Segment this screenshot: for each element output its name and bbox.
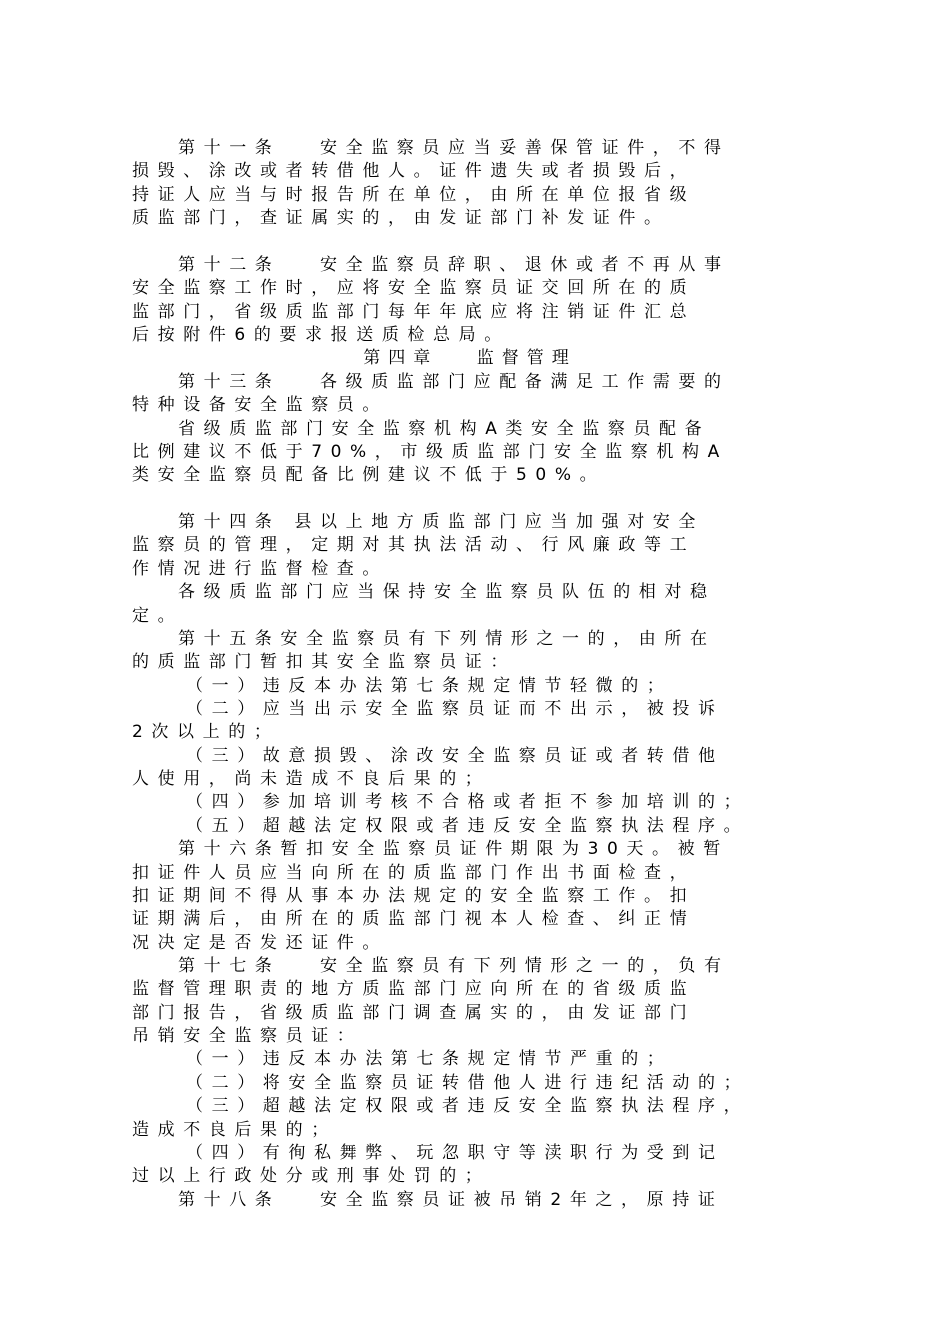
text-line: （三）超越法定权限或者违反安全监察执法程序，	[186, 1096, 750, 1116]
text-line: 监督管理职责的地方质监部门应向所在的省级质监	[132, 979, 696, 999]
chapter-heading: 第四章 监督管理	[363, 348, 577, 368]
text-line: 后按附件6的要求报送质检总局。	[132, 325, 510, 345]
text-line: （四）有徇私舞弊、玩忽职守等渎职行为受到记	[186, 1143, 724, 1163]
text-line: 定。	[132, 606, 184, 626]
text-line: 过以上行政处分或刑事处罚的；	[132, 1166, 491, 1186]
text-line: 第十二条 安全监察员辞职、退休或者不再从事	[178, 255, 730, 275]
text-line: 监察员的管理，定期对其执法活动、行风廉政等工	[132, 535, 696, 555]
text-line: 损毁、涂改或者转借他人。证件遗失或者损毁后，	[132, 161, 696, 181]
text-line: 第十八条 安全监察员证被吊销2年之，原持证	[178, 1190, 724, 1210]
text-line: （一）违反本办法第七条规定情节轻微的；	[186, 676, 673, 696]
text-line: （一）违反本办法第七条规定情节严重的；	[186, 1049, 673, 1069]
text-line: 第十七条 安全监察员有下列情形之一的，负有	[178, 956, 730, 976]
text-line: 监部门，省级质监部门每年年底应将注销证件汇总	[132, 302, 696, 322]
text-line: 2次以上的；	[132, 722, 280, 742]
text-line: 第十一条 安全监察员应当妥善保管证件，不得	[178, 138, 730, 158]
text-line: （四）参加培训考核不合格或者拒不参加培训的；	[186, 792, 750, 812]
text-line: 扣证件人员应当向所在的质监部门作出书面检查，	[132, 863, 696, 883]
text-line: （三）故意损毁、涂改安全监察员证或者转借他	[186, 746, 724, 766]
text-line: 部门报告，省级质监部门调查属实的，由发证部门	[132, 1003, 696, 1023]
text-line: 省级质监部门安全监察机构A类安全监察员配备	[178, 419, 711, 439]
text-line: 持证人应当与时报告所在单位，由所在单位报省级	[132, 185, 696, 205]
text-line: 第十四条 县以上地方质监部门应当加强对安全	[178, 512, 705, 532]
text-line: 吊销安全监察员证：	[132, 1026, 363, 1046]
text-line: 质监部门，查证属实的，由发证部门补发证件。	[132, 208, 670, 228]
text-line: （二）应当出示安全监察员证而不出示，被投诉	[186, 699, 724, 719]
text-line: 人使用，尚未造成不良后果的；	[132, 769, 491, 789]
text-line: 各级质监部门应当保持安全监察员队伍的相对稳	[178, 582, 716, 602]
text-line: 类安全监察员配备比例建议不低于50%。	[132, 465, 606, 485]
text-line: 造成不良后果的；	[132, 1120, 337, 1140]
text-line: 特种设备安全监察员。	[132, 395, 388, 415]
text-line: 安全监察工作时，应将安全监察员证交回所在的质	[132, 278, 696, 298]
text-line: 的质监部门暂扣其安全监察员证：	[132, 652, 516, 672]
text-line: （二）将安全监察员证转借他人进行违纪活动的；	[186, 1073, 750, 1093]
text-line: 证期满后，由所在的质监部门视本人检查、纠正情	[132, 909, 696, 929]
text-line: 第十三条 各级质监部门应配备满足工作需要的	[178, 372, 730, 392]
text-line: 第十六条暂扣安全监察员证件期限为30天。被暂	[178, 839, 729, 859]
text-line: 作情况进行监督检查。	[132, 559, 388, 579]
text-line: 扣证期间不得从事本办法规定的安全监察工作。扣	[132, 886, 696, 906]
text-line: 况决定是否发还证件。	[132, 933, 388, 953]
text-line: （五）超越法定权限或者违反安全监察执法程序。	[186, 816, 750, 836]
text-line: 第十五条安全监察员有下列情形之一的，由所在	[178, 629, 716, 649]
text-line: 比例建议不低于70%，市级质监部门安全监察机构A	[132, 442, 728, 462]
